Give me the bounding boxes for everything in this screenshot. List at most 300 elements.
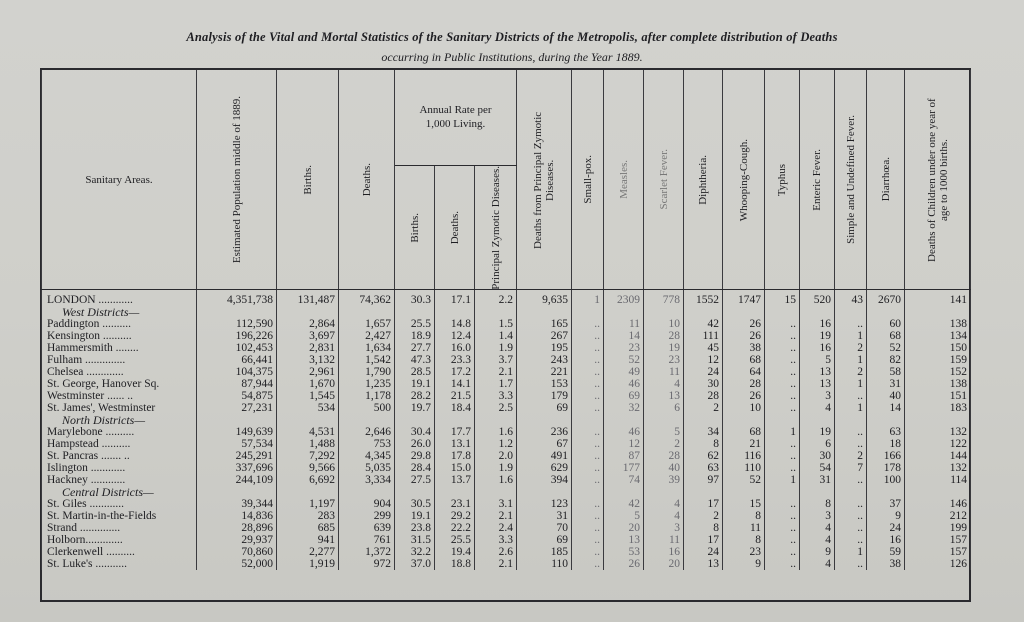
value-cell: 54 (800, 462, 835, 474)
value-cell: 21 (723, 438, 765, 450)
value-cell: 28.5 (395, 366, 435, 378)
value-cell: 67 (517, 438, 572, 450)
value-cell: 15 (723, 498, 765, 510)
value-cell: 54,875 (197, 390, 277, 402)
value-cell: 199 (905, 522, 971, 534)
value-cell: 13.7 (435, 474, 475, 486)
value-cell: .. (572, 342, 604, 354)
value-cell: 19 (800, 426, 835, 438)
empty-cell (475, 414, 517, 426)
value-cell: 2.5 (475, 402, 517, 414)
value-cell: 5,035 (339, 462, 395, 474)
value-cell: 43 (835, 290, 867, 307)
empty-cell (723, 486, 765, 498)
header-scarlet-fever-label: Scarlet Fever. (657, 149, 670, 210)
value-cell: 6 (800, 438, 835, 450)
value-cell: 10 (723, 402, 765, 414)
value-cell: 3.3 (475, 534, 517, 546)
value-cell: 5 (800, 354, 835, 366)
value-cell: 70 (517, 522, 572, 534)
header-whooping-cough (723, 70, 765, 290)
empty-cell (197, 306, 277, 318)
value-cell: 11 (723, 522, 765, 534)
value-cell: 165 (517, 318, 572, 330)
value-cell: 3 (800, 390, 835, 402)
value-cell: 1,657 (339, 318, 395, 330)
value-cell: 18 (867, 438, 905, 450)
table-row (42, 342, 971, 354)
value-cell: .. (572, 426, 604, 438)
value-cell: 491 (517, 450, 572, 462)
area-name-cell: Clerkenwell .......... (42, 546, 197, 558)
empty-cell (723, 306, 765, 318)
value-cell: 8 (723, 534, 765, 546)
header-enteric-fever-label: Enteric Fever. (811, 148, 824, 211)
empty-cell (800, 414, 835, 426)
value-cell: 178 (867, 462, 905, 474)
district-subheading: North Districts— (42, 414, 197, 426)
value-cell: 29,937 (197, 534, 277, 546)
value-cell: 30.3 (395, 290, 435, 307)
area-name-cell: Paddington .......... (42, 318, 197, 330)
value-cell: .. (835, 426, 867, 438)
value-cell: 52 (723, 474, 765, 486)
value-cell: 13 (800, 378, 835, 390)
value-cell: 299 (339, 510, 395, 522)
value-cell: 26 (604, 558, 644, 570)
value-cell: 629 (517, 462, 572, 474)
value-cell: 17 (684, 498, 723, 510)
value-cell: .. (835, 522, 867, 534)
empty-cell (435, 414, 475, 426)
value-cell: 2,864 (277, 318, 339, 330)
value-cell: 8 (684, 438, 723, 450)
value-cell: 196,226 (197, 330, 277, 342)
header-population-label: Estimated Population middle of 1889. (230, 96, 243, 264)
value-cell: 16 (644, 546, 684, 558)
value-cell: 59 (867, 546, 905, 558)
value-cell: 10 (644, 318, 684, 330)
value-cell: .. (765, 546, 800, 558)
value-cell: 16 (800, 342, 835, 354)
value-cell: 4 (644, 510, 684, 522)
value-cell: 941 (277, 534, 339, 546)
value-cell: .. (572, 546, 604, 558)
value-cell: 17.7 (435, 426, 475, 438)
value-cell: 1 (835, 402, 867, 414)
empty-cell (867, 306, 905, 318)
value-cell: 58 (867, 366, 905, 378)
area-name-cell: St. Giles ............ (42, 498, 197, 510)
value-cell: 52 (867, 342, 905, 354)
value-cell: 9 (867, 510, 905, 522)
value-cell: 12 (684, 354, 723, 366)
header-smallpox (572, 70, 604, 290)
value-cell: 1.6 (475, 426, 517, 438)
value-cell: 39 (644, 474, 684, 486)
value-cell: .. (765, 450, 800, 462)
value-cell: 47.3 (395, 354, 435, 366)
table-body (42, 290, 971, 571)
empty-cell (475, 486, 517, 498)
table-row (42, 426, 971, 438)
value-cell: .. (572, 510, 604, 522)
value-cell: 3 (644, 522, 684, 534)
value-cell: 134 (905, 330, 971, 342)
value-cell: 1 (765, 474, 800, 486)
value-cell: 212 (905, 510, 971, 522)
value-cell: 9 (800, 546, 835, 558)
value-cell: 100 (867, 474, 905, 486)
value-cell: 26 (723, 318, 765, 330)
value-cell: 14,836 (197, 510, 277, 522)
value-cell: 14.1 (435, 378, 475, 390)
value-cell: 74 (604, 474, 644, 486)
value-cell: 19.7 (395, 402, 435, 414)
value-cell: 132 (905, 462, 971, 474)
value-cell: 23.1 (435, 498, 475, 510)
value-cell: 13 (644, 390, 684, 402)
header-births-label: Births. (301, 164, 314, 195)
empty-cell (517, 414, 572, 426)
value-cell: 20 (644, 558, 684, 570)
value-cell: 9,635 (517, 290, 572, 307)
value-cell: 221 (517, 366, 572, 378)
value-cell: 534 (277, 402, 339, 414)
district-subheading-row (42, 414, 971, 426)
value-cell: 11 (644, 534, 684, 546)
statistics-table (41, 70, 971, 570)
empty-cell (604, 486, 644, 498)
value-cell: 69 (517, 402, 572, 414)
value-cell: 4 (644, 378, 684, 390)
area-name-cell: Kensington .......... (42, 330, 197, 342)
value-cell: 19.1 (395, 378, 435, 390)
header-enteric-fever (800, 70, 835, 290)
empty-cell (572, 414, 604, 426)
table-row (42, 510, 971, 522)
value-cell: 5 (644, 426, 684, 438)
value-cell: 110 (723, 462, 765, 474)
value-cell: 111 (684, 330, 723, 342)
value-cell: 1552 (684, 290, 723, 307)
value-cell: 14.8 (435, 318, 475, 330)
value-cell: 60 (867, 318, 905, 330)
table-subtitle: occurring in Public Institutions, during the Year 1889. (381, 50, 643, 64)
header-rate-zymotic (475, 165, 517, 290)
value-cell: .. (835, 510, 867, 522)
value-cell: 131,487 (277, 290, 339, 307)
value-cell: 4,345 (339, 450, 395, 462)
value-cell: 5 (604, 510, 644, 522)
empty-cell (800, 486, 835, 498)
value-cell: 243 (517, 354, 572, 366)
value-cell: 26 (723, 330, 765, 342)
value-cell: 123 (517, 498, 572, 510)
value-cell: 1,919 (277, 558, 339, 570)
value-cell: 761 (339, 534, 395, 546)
value-cell: 69 (604, 390, 644, 402)
value-cell: 1,178 (339, 390, 395, 402)
value-cell: .. (765, 354, 800, 366)
value-cell: .. (765, 438, 800, 450)
empty-cell (723, 414, 765, 426)
value-cell: 62 (684, 450, 723, 462)
value-cell: 8 (723, 510, 765, 522)
value-cell: 87 (604, 450, 644, 462)
empty-cell (197, 486, 277, 498)
value-cell: 38 (867, 558, 905, 570)
value-cell: 1,372 (339, 546, 395, 558)
value-cell: 112,590 (197, 318, 277, 330)
empty-cell (197, 414, 277, 426)
value-cell: 11 (644, 366, 684, 378)
empty-cell (867, 414, 905, 426)
value-cell: 1.6 (475, 474, 517, 486)
empty-cell (277, 414, 339, 426)
value-cell: 22.2 (435, 522, 475, 534)
value-cell: 45 (684, 342, 723, 354)
value-cell: 46 (604, 426, 644, 438)
value-cell: 245,291 (197, 450, 277, 462)
value-cell: 1,542 (339, 354, 395, 366)
table-row (42, 522, 971, 534)
value-cell: 151 (905, 390, 971, 402)
value-cell: 19 (644, 342, 684, 354)
value-cell: 6 (644, 402, 684, 414)
value-cell: 1.9 (475, 462, 517, 474)
value-cell: 27,231 (197, 402, 277, 414)
value-cell: 138 (905, 378, 971, 390)
header-zymotic-deaths (517, 70, 572, 290)
value-cell: 1,545 (277, 390, 339, 402)
area-name-cell: Westminster ...... .. (42, 390, 197, 402)
value-cell: 27.7 (395, 342, 435, 354)
value-cell: .. (765, 378, 800, 390)
value-cell: 152 (905, 366, 971, 378)
table-row (42, 438, 971, 450)
value-cell: 24 (684, 546, 723, 558)
value-cell: 13.1 (435, 438, 475, 450)
value-cell: 18.9 (395, 330, 435, 342)
empty-cell (835, 486, 867, 498)
empty-cell (684, 486, 723, 498)
value-cell: 14 (604, 330, 644, 342)
value-cell: 1.4 (475, 330, 517, 342)
value-cell: 244,109 (197, 474, 277, 486)
value-cell: 31.5 (395, 534, 435, 546)
value-cell: 1,488 (277, 438, 339, 450)
value-cell: 23 (604, 342, 644, 354)
empty-cell (339, 306, 395, 318)
value-cell: 38 (723, 342, 765, 354)
value-cell: 283 (277, 510, 339, 522)
area-name-cell: St. James', Westminster (42, 402, 197, 414)
value-cell: 126 (905, 558, 971, 570)
value-cell: 63 (867, 426, 905, 438)
table-row (42, 366, 971, 378)
header-measles-label: Measles. (617, 160, 630, 200)
value-cell: .. (765, 498, 800, 510)
area-name-cell: Chelsea ............. (42, 366, 197, 378)
empty-cell (395, 486, 435, 498)
value-cell: 138 (905, 318, 971, 330)
value-cell: 144 (905, 450, 971, 462)
value-cell: .. (572, 498, 604, 510)
value-cell: 2,277 (277, 546, 339, 558)
header-infant-deaths (905, 70, 971, 290)
value-cell: .. (765, 510, 800, 522)
value-cell: .. (572, 354, 604, 366)
value-cell: 149,639 (197, 426, 277, 438)
value-cell: 3,132 (277, 354, 339, 366)
value-cell: 1,235 (339, 378, 395, 390)
value-cell: 3,334 (339, 474, 395, 486)
empty-cell (604, 414, 644, 426)
empty-cell (905, 414, 971, 426)
value-cell: 4 (800, 534, 835, 546)
value-cell: 37 (867, 498, 905, 510)
value-cell: 29.2 (435, 510, 475, 522)
empty-cell (475, 306, 517, 318)
area-name-cell: Holborn............. (42, 534, 197, 546)
empty-cell (395, 414, 435, 426)
value-cell: 195 (517, 342, 572, 354)
value-cell: .. (765, 390, 800, 402)
value-cell: 32 (604, 402, 644, 414)
value-cell: 24 (684, 366, 723, 378)
value-cell: 2 (835, 366, 867, 378)
value-cell: 28 (644, 450, 684, 462)
header-annual-rate (395, 70, 517, 165)
header-infant-deaths-label: Deaths of Children under one year of age to 1000 births. (925, 97, 950, 262)
value-cell: .. (765, 330, 800, 342)
header-zymotic-deaths-label: Deaths from Principal Zymotic Diseases. (532, 111, 557, 249)
value-cell: 29.8 (395, 450, 435, 462)
value-cell: 1 (835, 546, 867, 558)
value-cell: 23 (644, 354, 684, 366)
value-cell: 19.1 (395, 510, 435, 522)
value-cell: 753 (339, 438, 395, 450)
value-cell: 64 (723, 366, 765, 378)
value-cell: 28 (684, 390, 723, 402)
value-cell: 34 (684, 426, 723, 438)
value-cell: 185 (517, 546, 572, 558)
empty-cell (277, 486, 339, 498)
value-cell: .. (572, 534, 604, 546)
header-rate-births-label: Births. (408, 212, 421, 243)
header-scarlet-fever (644, 70, 684, 290)
value-cell: 28 (723, 378, 765, 390)
value-cell: 9,566 (277, 462, 339, 474)
value-cell: 2,961 (277, 366, 339, 378)
value-cell: 28.2 (395, 390, 435, 402)
empty-cell (800, 306, 835, 318)
header-annual-rate-label: Annual Rate per 1,000 Living. (419, 104, 492, 131)
value-cell: 6,692 (277, 474, 339, 486)
district-subheading: Central Districts— (42, 486, 197, 498)
empty-cell (765, 414, 800, 426)
empty-cell (604, 306, 644, 318)
area-name-cell: St. Martin-in-the-Fields (42, 510, 197, 522)
header-typhus (765, 70, 800, 290)
value-cell: 2.2 (475, 290, 517, 307)
area-name-cell: Fulham .............. (42, 354, 197, 366)
value-cell: .. (572, 450, 604, 462)
header-diarrhoea (867, 70, 905, 290)
header-diphtheria (684, 70, 723, 290)
value-cell: 52,000 (197, 558, 277, 570)
value-cell: 150 (905, 342, 971, 354)
value-cell: 52 (604, 354, 644, 366)
value-cell: 13 (800, 366, 835, 378)
value-cell: 1 (835, 378, 867, 390)
value-cell: 153 (517, 378, 572, 390)
value-cell: 904 (339, 498, 395, 510)
value-cell: .. (572, 318, 604, 330)
header-population (197, 70, 277, 290)
value-cell: .. (572, 402, 604, 414)
value-cell: 42 (684, 318, 723, 330)
empty-cell (905, 306, 971, 318)
value-cell: .. (572, 474, 604, 486)
empty-cell (765, 306, 800, 318)
value-cell: 394 (517, 474, 572, 486)
value-cell: 2 (835, 450, 867, 462)
value-cell: 23 (723, 546, 765, 558)
area-name-cell: St. Luke's ........... (42, 558, 197, 570)
value-cell: 4 (800, 402, 835, 414)
value-cell: 18.8 (435, 558, 475, 570)
value-cell: 4,351,738 (197, 290, 277, 307)
value-cell: 110 (517, 558, 572, 570)
empty-cell (339, 414, 395, 426)
value-cell: 2309 (604, 290, 644, 307)
value-cell: 12.4 (435, 330, 475, 342)
value-cell: .. (765, 318, 800, 330)
table-row (42, 354, 971, 366)
value-cell: 17.2 (435, 366, 475, 378)
value-cell: 16 (867, 534, 905, 546)
value-cell: .. (765, 534, 800, 546)
value-cell: 11 (604, 318, 644, 330)
value-cell: 267 (517, 330, 572, 342)
value-cell: .. (835, 558, 867, 570)
value-cell: 18.4 (435, 402, 475, 414)
value-cell: 1.5 (475, 318, 517, 330)
table-row (42, 318, 971, 330)
value-cell: 1,670 (277, 378, 339, 390)
value-cell: 337,696 (197, 462, 277, 474)
header-smallpox-label: Small-pox. (581, 155, 594, 204)
value-cell: 4 (800, 522, 835, 534)
header-deaths-label: Deaths. (360, 162, 373, 197)
empty-cell (765, 486, 800, 498)
value-cell: .. (572, 366, 604, 378)
value-cell: 972 (339, 558, 395, 570)
value-cell: 1 (835, 330, 867, 342)
value-cell: 9 (723, 558, 765, 570)
value-cell: 3.7 (475, 354, 517, 366)
value-cell: 4 (800, 558, 835, 570)
value-cell: 25.5 (435, 534, 475, 546)
area-name-cell: Marylebone .......... (42, 426, 197, 438)
area-name-cell: St. George, Hanover Sq. (42, 378, 197, 390)
value-cell: 2,646 (339, 426, 395, 438)
value-cell: 19.4 (435, 546, 475, 558)
value-cell: 3.3 (475, 390, 517, 402)
table-row (42, 558, 971, 570)
